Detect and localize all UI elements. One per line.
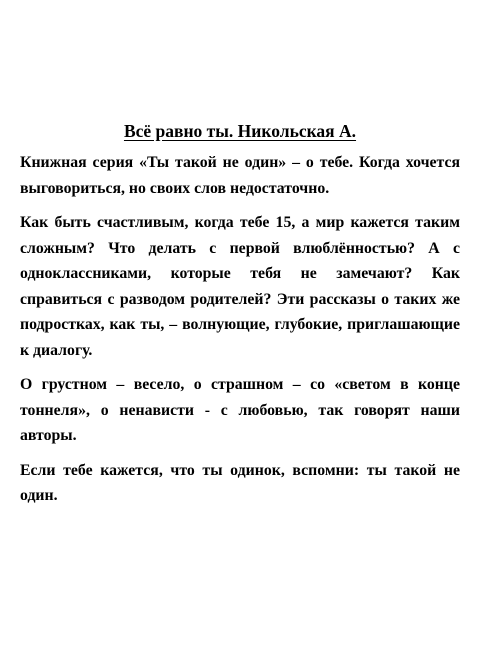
paragraph-questions: Как быть счастливым, когда тебе 15, а мир кажется таким сложным? Что делать с первой влюблённостью? А с одноклассниками, которые тебя не замечают? Как справиться с разводом родителей? Эти рассказы о таких же подростках, как ты, – волнующие, глубокие, приглашающие к диалогу. bbox=[20, 214, 460, 359]
document-title: Всё равно ты. Никольская А. bbox=[123, 121, 357, 141]
paragraph-closing: Если тебе кажется, что ты одинок, вспомни: ты такой не один. bbox=[20, 461, 460, 504]
paragraph-authors: О грустном – весело, о страшном – со «светом в конце тоннеля», о ненависти - с любовью, так говорят наши авторы. bbox=[20, 376, 460, 444]
document-page bbox=[20, 118, 460, 518]
paragraph-series-intro: Книжная серия «Ты такой не один» – о тебе. Когда хочется выговориться, но своих слов недостаточно. bbox=[20, 154, 460, 197]
